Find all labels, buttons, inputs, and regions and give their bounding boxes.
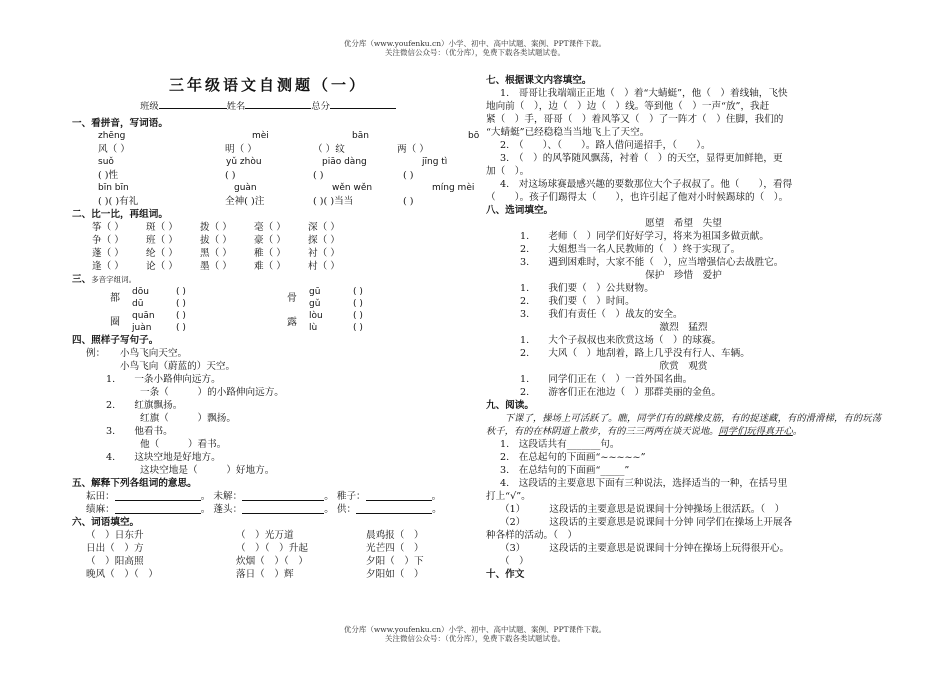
- pinyin: yǔ zhòu: [226, 157, 262, 167]
- page-header: [0, 39, 950, 57]
- page-footer: [0, 625, 950, 643]
- s4-answer-line[interactable]: 红旗（ ）飘扬。: [140, 413, 236, 424]
- s8-sentence[interactable]: 2. 我们要（ ）时间。: [520, 296, 635, 307]
- s9-option[interactable]: （3） 这段话的主要意思是说课间十分钟在操场上玩得很开心。: [500, 543, 790, 554]
- s7-line[interactable]: 加（ ）。: [486, 166, 530, 177]
- pinyin: mèi: [252, 131, 269, 141]
- polyphone-group: [110, 286, 287, 310]
- s1-word-row-2: [72, 169, 464, 182]
- word-blank[interactable]: （ ）纹: [313, 144, 345, 155]
- pinyin: guàn: [234, 183, 257, 193]
- idiom-blank[interactable]: （ ）日东升: [86, 530, 144, 541]
- section-7-heading: 七、根据课文内容填空。: [486, 75, 592, 86]
- section-2-heading: 二、比一比，再组词。: [72, 209, 168, 220]
- word-choices: 愿望 希望 失望: [645, 218, 722, 229]
- s8-sentence[interactable]: 3. 我们有责任（ ）战友的安全。: [520, 309, 683, 320]
- word-choices: 激烈 猛烈: [659, 322, 708, 333]
- compare-cell[interactable]: 稚（ ）: [254, 248, 286, 259]
- pinyin: quān: [132, 311, 155, 321]
- class-blank[interactable]: [159, 98, 227, 109]
- term-label: 。 蓬头：: [200, 504, 243, 515]
- s3-group-row-2: [110, 310, 464, 334]
- footer-line-2: 关注微信公众号：（优分库），免费下载各类试题试卷。: [385, 634, 565, 643]
- s8-sentence[interactable]: 1. 我们要（ ）公共财物。: [520, 283, 654, 294]
- compare-cell[interactable]: 衬（ ）: [308, 248, 340, 259]
- pinyin: piāo dàng: [322, 157, 367, 167]
- s4-question: 1. 一条小路伸向远方。: [106, 374, 221, 385]
- s1-pinyin-row-3: [72, 182, 475, 195]
- compare-cell[interactable]: 难（ ）: [254, 261, 286, 272]
- section-8-heading: 八、选词填空。: [486, 205, 554, 216]
- definition-blank[interactable]: [356, 503, 432, 514]
- compare-cell[interactable]: 争（ ）: [92, 235, 124, 246]
- compare-cell[interactable]: 豪（ ）: [254, 235, 286, 246]
- definition-blank[interactable]: [366, 490, 432, 501]
- s7-line[interactable]: 地向前（ ），边（ ）边（ ）线。等到他（ ）一声“放”，我赶: [486, 101, 770, 112]
- s1-pinyin-row-2: [72, 156, 464, 169]
- definition-blank[interactable]: [242, 490, 324, 501]
- word-blank[interactable]: 明（ ）: [225, 144, 257, 155]
- word-choices: 保护 珍惜 爱护: [645, 270, 722, 281]
- pinyin: lù: [309, 323, 318, 333]
- compare-cell[interactable]: 黑（ ）: [200, 248, 232, 259]
- s2-row-3: [72, 247, 464, 260]
- reading-passage: 下课了，操场上可活跃了。瞧，同学们有的跳橡皮筋，有的捉迷藏，有的滑滑梯，有的玩荡秋千，有的在林阴道上散步，有的三三两两在谈天说地。同学们玩得真开心。: [486, 413, 881, 437]
- term-label: 。 供：: [324, 504, 357, 515]
- s9-option-cont[interactable]: （ ）: [500, 556, 529, 567]
- s4-question: 3. 他看书。: [106, 426, 173, 437]
- pinyin: dōu: [132, 287, 149, 297]
- compare-cell[interactable]: 拨（ ）: [200, 222, 232, 233]
- pinyin: juàn: [132, 323, 152, 333]
- s3-heading-text: 多音字组词。: [91, 275, 137, 284]
- answer-blank[interactable]: ( ): [176, 323, 186, 333]
- term-label: 绩麻：: [86, 504, 115, 515]
- s5-row-1: [72, 490, 464, 503]
- compare-cell[interactable]: 斑（ ）: [146, 222, 178, 233]
- definition-blank[interactable]: [115, 503, 201, 514]
- word-blank[interactable]: 两（ ）: [397, 144, 429, 155]
- idiom-blank[interactable]: 光芒四（ ）: [366, 543, 424, 554]
- compare-cell[interactable]: 论（ ）: [146, 261, 178, 272]
- polyphone-char: 都: [110, 292, 120, 304]
- pinyin: lòu: [309, 311, 323, 321]
- polyphone-group: [287, 286, 464, 310]
- name-blank[interactable]: [245, 98, 311, 109]
- compare-cell[interactable]: 逢（ ）: [92, 261, 124, 272]
- pinyin: gū: [309, 287, 321, 297]
- s4-example-2: 小鸟飞向（蔚蓝的）天空。: [120, 361, 236, 372]
- compare-cell[interactable]: 深（ ）: [308, 222, 340, 233]
- answer-blank[interactable]: ( ): [176, 311, 186, 321]
- section-6-heading: 六、词语填空。: [72, 517, 140, 528]
- s1-word-row-1: [72, 143, 464, 156]
- s7-line[interactable]: 3. （ ）的风筝随风飘荡，衬着（ ）的天空，显得更加鲜艳，更: [500, 153, 783, 164]
- idiom-blank[interactable]: 夕阳（ ）下: [366, 556, 424, 567]
- s6-row-4: [72, 568, 464, 581]
- student-info-line: [72, 98, 464, 113]
- pinyin: wěn wěn: [332, 183, 373, 193]
- pinyin: dū: [132, 299, 144, 309]
- class-label: 班级: [140, 101, 159, 112]
- section-4-heading: 四、照样子写句子。: [72, 335, 159, 346]
- s9-question: 4. 这段话的主要意思下面有三种说法，选择适当的一种，在括号里: [500, 478, 788, 489]
- idiom-blank[interactable]: 夕阳如（ ）: [366, 569, 424, 580]
- s6-row-3: [72, 555, 464, 568]
- s9-option-cont[interactable]: 种各样的活动。（ ）: [486, 530, 578, 541]
- right-column: [486, 74, 881, 581]
- s2-row-4: [72, 260, 464, 273]
- page-title: 三年级语文自测题（一）: [168, 76, 367, 94]
- pinyin: bān: [352, 131, 369, 141]
- term-label: 。 未解：: [200, 491, 243, 502]
- word-blank[interactable]: ( )性: [98, 170, 119, 181]
- header-line-2: 关注微信公众号：（优分库），免费下载各类试题试卷。: [385, 48, 565, 57]
- footer-line-1: 优分库（www.youfenku.cn）小学、初中、高中试题、案例、PPT课件下载。: [343, 625, 607, 634]
- idiom-blank[interactable]: （ ）（ ）升起: [236, 543, 308, 554]
- s4-answer-line[interactable]: 一条（ ）的小路伸向远方。: [140, 387, 284, 398]
- compare-cell[interactable]: 筝（ ）: [92, 222, 124, 233]
- example-label: 例：: [86, 348, 106, 359]
- name-label: 姓名: [226, 101, 246, 112]
- word-choices: 欣赏 观赏: [659, 361, 708, 372]
- term-label: 耘田：: [86, 491, 115, 502]
- pinyin: gǔ: [309, 299, 321, 309]
- s4-answer-line[interactable]: 这块空地是（ ）好地方。: [140, 465, 275, 476]
- s8-sentence[interactable]: 3. 遇到困难时，大家不能（ ），应当增强信心去战胜它。: [520, 257, 784, 268]
- s4-question: 4. 这块空地是好地方。: [106, 452, 221, 463]
- idiom-blank[interactable]: 晨鸡报（ ）: [366, 530, 424, 541]
- idiom-blank[interactable]: 炊烟（ ）（ ）: [236, 556, 308, 567]
- section-3-heading: [72, 273, 464, 286]
- s5-row-2: [72, 503, 464, 516]
- idiom-blank[interactable]: 日出（ ）方: [86, 543, 144, 554]
- compare-cell[interactable]: 班（ ）: [146, 235, 178, 246]
- s7-line[interactable]: （ ）。孩子们踢得太（ ），也许引起了他对小时候踢球的（ ）。: [486, 192, 789, 203]
- polyphone-group: [110, 310, 287, 334]
- polyphone-char: 露: [287, 316, 297, 328]
- s7-line[interactable]: 4. 对这场球赛最感兴趣的要数那位大个子叔叔了。他（ ），看得: [500, 179, 793, 190]
- s8-sentence[interactable]: 2. 大风（ ）地刮着，路上几乎没有行人、车辆。: [520, 348, 750, 359]
- answer-blank[interactable]: ( ): [353, 311, 363, 321]
- answer-blank[interactable]: ( ): [353, 323, 363, 333]
- polyphone-char: 圈: [110, 316, 120, 328]
- word-blank[interactable]: ( )( )当当: [313, 196, 354, 207]
- score-label: 总分: [311, 101, 330, 112]
- answer-blank[interactable]: ( ): [176, 287, 186, 297]
- word-blank[interactable]: 风（ ）: [98, 144, 130, 155]
- s1-word-row-3: [72, 195, 464, 208]
- s3-heading-number: 三、: [72, 274, 92, 285]
- s8-sentence[interactable]: 1. 大个子叔叔也来欣赏这场（ ）的球赛。: [520, 335, 722, 346]
- answer-blank[interactable]: ( ): [353, 287, 363, 297]
- s8-sentence[interactable]: 2. 大姐想当一名人民教师的（ ）终于实现了。: [520, 244, 741, 255]
- s6-row-2: [72, 542, 464, 555]
- answer-blank[interactable]: ( ): [176, 299, 186, 309]
- section-5-heading: 五、解释下列各组词的意思。: [72, 478, 197, 489]
- s9-question[interactable]: 1. 这段话共有_______句。: [500, 439, 620, 450]
- s4-example-1: [72, 347, 464, 360]
- summary-sentence: 同学们玩得真开心: [718, 426, 793, 437]
- definition-blank[interactable]: [115, 490, 201, 501]
- pinyin: bīn bīn: [98, 183, 129, 193]
- s2-row-1: [72, 221, 464, 234]
- compare-cell[interactable]: 纶（ ）: [146, 248, 178, 259]
- section-9-heading: 九、阅读。: [486, 400, 534, 411]
- compare-cell[interactable]: 蓬（ ）: [92, 248, 124, 259]
- s7-line[interactable]: 2. （ ）、（ ）。路人借问遥招手，（ ）。: [500, 140, 711, 151]
- idiom-blank[interactable]: 晚风（ ）（ ）: [86, 569, 158, 580]
- compare-cell[interactable]: 毫（ ）: [254, 222, 286, 233]
- s4-question: 2. 红旗飘扬。: [106, 400, 183, 411]
- s7-line[interactable]: 紧（ ）手，哥哥（ ）着风筝又（ ）了一阵才（ ）住脚，我们的: [486, 114, 784, 125]
- left-column: [72, 74, 480, 581]
- idiom-blank[interactable]: （ ）阳高照: [86, 556, 144, 567]
- idiom-blank[interactable]: （ ）光万道: [236, 530, 294, 541]
- s7-line[interactable]: 1. 哥哥让我端端正正地（ ）着“大蜻蜓”，他（ ）着线轴，飞快: [500, 88, 788, 99]
- pinyin: bō: [468, 131, 480, 141]
- pinyin: jīng tì: [422, 157, 448, 167]
- s9-question-cont: 打上“√”。: [486, 491, 531, 502]
- idiom-blank[interactable]: 落日（ ）辉: [236, 569, 294, 580]
- example-sentence: 小鸟飞向天空。: [120, 348, 188, 359]
- word-blank[interactable]: ( ): [313, 170, 324, 181]
- pinyin: míng mèi: [432, 183, 475, 193]
- definition-blank[interactable]: [242, 503, 324, 514]
- s8-sentence[interactable]: 1. 同学们正在（ ）一首外国名曲。: [520, 374, 693, 385]
- section-10-heading: 十、作文: [486, 569, 525, 580]
- word-blank[interactable]: ( ): [225, 170, 236, 181]
- pinyin: zhēng: [98, 131, 126, 141]
- pinyin: suǒ: [98, 157, 114, 167]
- term-end: 。: [431, 491, 442, 502]
- s1-pinyin-row-1: [72, 130, 480, 143]
- s3-group-row-1: [110, 286, 464, 310]
- word-blank[interactable]: ( )( )有礼: [98, 196, 139, 207]
- polyphone-group: [287, 310, 464, 334]
- header-line-1: 优分库（www.youfenku.cn）小学、初中、高中试题、案例、PPT课件下载。: [343, 39, 607, 48]
- s8-sentence[interactable]: 2. 游客们正在池边（ ）那群美丽的金鱼。: [520, 387, 722, 398]
- s7-line: “大蜻蜓”已经稳稳当当地飞上了天空。: [486, 127, 650, 138]
- polyphone-char: 骨: [287, 292, 297, 304]
- answer-blank[interactable]: ( ): [353, 299, 363, 309]
- s9-option[interactable]: （1） 这段话的主要意思是说课间十分钟操场上很活跃。（ ）: [500, 504, 785, 515]
- compare-cell[interactable]: 村（ ）: [308, 261, 340, 272]
- compare-cell[interactable]: 探（ ）: [308, 235, 340, 246]
- compare-cell[interactable]: 拔（ ）: [200, 235, 232, 246]
- word-blank[interactable]: ( ): [403, 170, 414, 181]
- word-blank[interactable]: 全神( )注: [225, 196, 265, 207]
- s4-answer-line[interactable]: 他（ ）看书。: [140, 439, 227, 450]
- s8-sentence[interactable]: 1. 老师（ ）同学们好好学习，将来为祖国多做贡献。: [520, 231, 769, 242]
- s9-question[interactable]: 2. 在总起句的下面画“~~~~~”: [500, 452, 646, 463]
- s9-question[interactable]: 3. 在总结句的下面画“_____”: [500, 465, 630, 476]
- word-blank[interactable]: ( ): [403, 196, 414, 207]
- score-blank[interactable]: [330, 98, 396, 109]
- term-end: 。: [432, 504, 442, 515]
- section-1-heading: 一、看拼音，写词语。: [72, 118, 168, 129]
- compare-cell[interactable]: 墨（ ）: [200, 261, 232, 272]
- term-label: 。 稚子：: [324, 491, 366, 502]
- s9-option[interactable]: （2） 这段话的主要意思是说课间十分钟 同学们在操场上开展各: [500, 517, 793, 528]
- s2-row-2: [72, 234, 464, 247]
- s6-row-1: [72, 529, 464, 542]
